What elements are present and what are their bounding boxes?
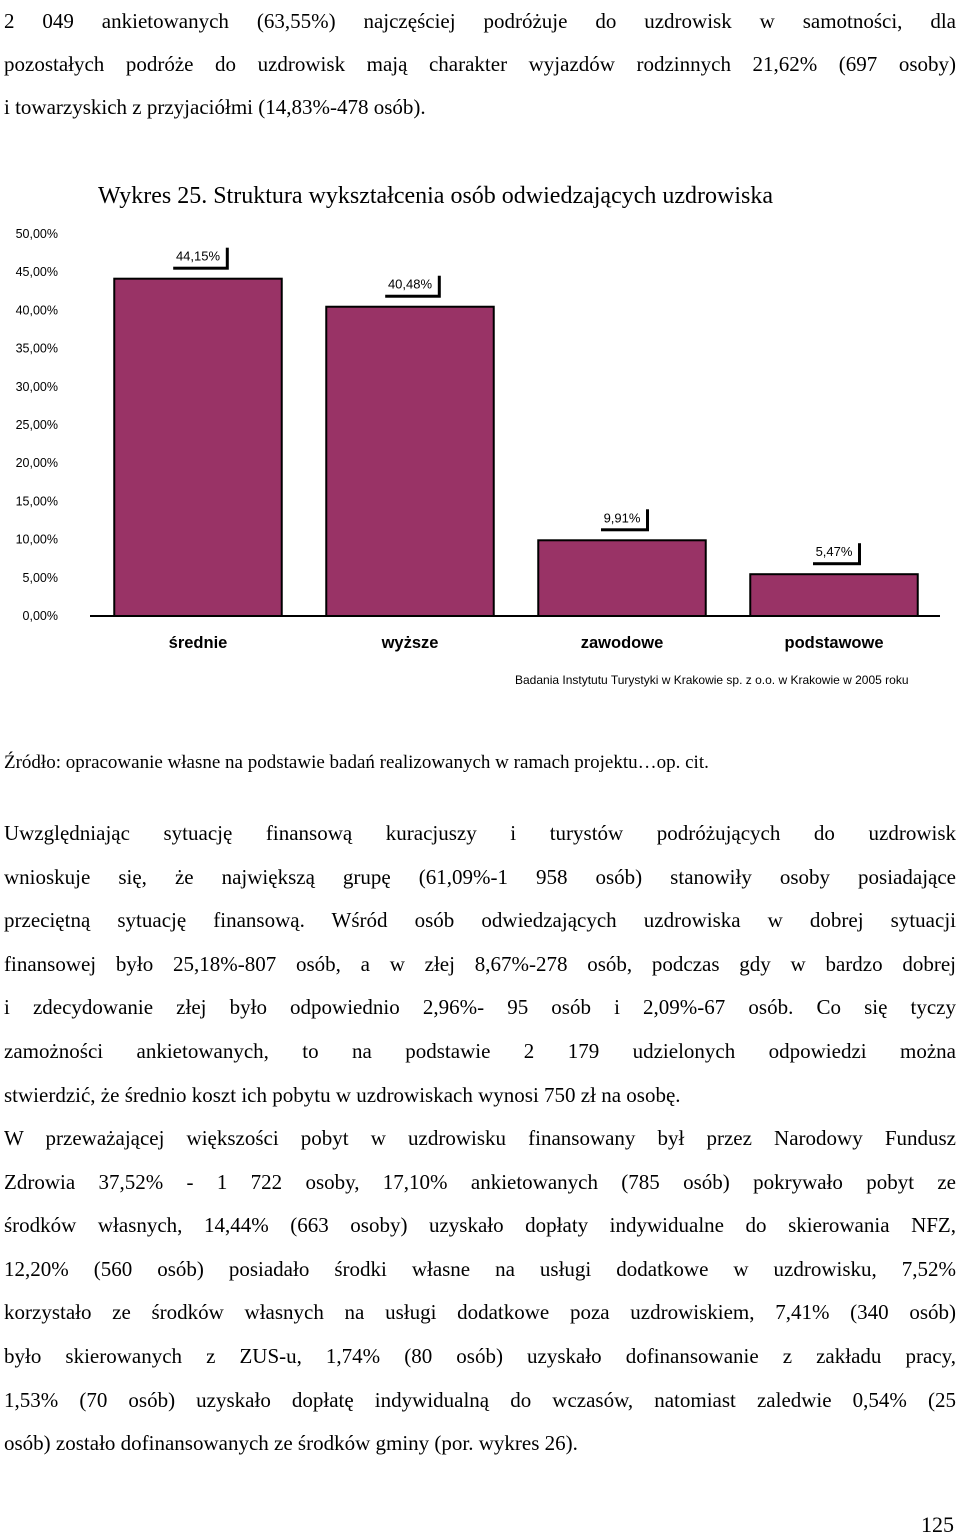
- y-tick-label: 40,00%: [15, 303, 58, 318]
- intro-line: pozostałych podróże do uzdrowisk mają charakter wyjazdów rodzinnych 21,62% (697 osoby): [4, 52, 956, 76]
- x-category-label: zawodowe: [580, 634, 664, 652]
- y-tick-label: 5,00%: [22, 570, 58, 585]
- paragraph-line: finansowej było 25,18%-807 osób, a w złej 8,67%-278 osób, podczas gdy w bardzo dobrej: [4, 951, 956, 976]
- y-tick-label: 0,00%: [22, 609, 58, 623]
- y-tick-label: 10,00%: [15, 532, 58, 547]
- paragraph-line: wnioskuje się, że największą grupę (61,09%-1 958 osób) stanowiły osoby posiadające: [4, 864, 956, 889]
- y-tick-label: 25,00%: [15, 418, 58, 432]
- paragraph-line: korzystało ze środków własnych na usługi dodatkowe poza uzdrowiskiem, 7,41% (340 osób): [4, 1300, 956, 1325]
- bars: [90, 276, 940, 616]
- x-axis-categories: [169, 634, 884, 652]
- y-tick-label: 35,00%: [15, 341, 58, 356]
- paragraph-line: Zdrowia 37,52% - 1 722 osoby, 17,10% ankietowanych (785 osób) pokrywało pobyt ze: [4, 1169, 956, 1194]
- bar: [114, 279, 281, 616]
- bar-chart: [0, 218, 960, 658]
- y-tick-label: 30,00%: [15, 379, 58, 394]
- y-tick-label: 15,00%: [15, 494, 58, 509]
- data-label: 44,15%: [175, 248, 221, 264]
- paragraph-line: przeciętną sytuację finansową. Wśród osób odwiedzających uzdrowiska w dobrej sytuacji: [4, 908, 956, 933]
- x-category-label: podstawowe: [784, 634, 884, 652]
- data-label: 40,48%: [387, 276, 433, 292]
- intro-paragraph: [4, 0, 956, 129]
- paragraph-line: środków własnych, 14,44% (663 osoby) uzyskało dopłaty indywidualne do skierowania NFZ,: [4, 1213, 956, 1238]
- paragraph-financial-situation: [4, 812, 956, 1117]
- paragraph-line: osób) zostało dofinansowanych ze środków gminy (por. wykres 26).: [4, 1431, 578, 1456]
- paragraph-line: W przeważającej większości pobyt w uzdrowisku finansowany był przez Narodowy Fundusz: [4, 1126, 956, 1150]
- y-tick-label: 50,00%: [15, 227, 58, 241]
- figure-title: Wykres 25. Struktura wykształcenia osób odwiedzających uzdrowiska: [98, 183, 774, 209]
- paragraph-line: 12,20% (560 osób) posiadało środki własne na usługi dodatkowe w uzdrowisku, 7,52%: [4, 1256, 956, 1281]
- y-tick-label: 45,00%: [15, 265, 58, 280]
- y-axis-ticks: [16, 227, 58, 623]
- y-tick-label: 20,00%: [15, 456, 58, 471]
- paragraph-line: 1,53% (70 osób) uzyskało dopłatę indywidualną do wczasów, natomiast zaledwie 0,54% (25: [4, 1387, 956, 1412]
- paragraph-line: było skierowanych z ZUS-u, 1,74% (80 osób) uzyskało dofinansowanie z zakładu pracy,: [4, 1343, 956, 1368]
- bar: [538, 540, 705, 616]
- x-category-label: średnie: [168, 634, 228, 652]
- chart-source-note: Badania Instytutu Turystyki w Krakowie sp. z o.o. w Krakowie w 2005 roku: [515, 673, 909, 687]
- page-number: 125: [921, 1512, 954, 1537]
- figure-source: Źródło: opracowanie własne na podstawie badań realizowanych w ramach projektu…op. cit.: [4, 752, 709, 773]
- paragraph-line: i zdecydowanie złej było odpowiednio 2,96%- 95 osób i 2,09%-67 osób. Co się tyczy: [4, 995, 956, 1020]
- data-label: 9,91%: [603, 510, 641, 526]
- intro-line: 2 049 ankietowanych (63,55%) najczęściej podróżuje do uzdrowisk w samotności, dla: [4, 9, 956, 33]
- bar: [750, 574, 917, 616]
- paragraph-line: stwierdzić, że średnio koszt ich pobytu w uzdrowiskach wynosi 750 zł na osobę.: [4, 1082, 681, 1107]
- paragraph-financing: [4, 1117, 956, 1466]
- x-category-label: wyższe: [381, 634, 439, 652]
- paragraph-line: Uwzględniając sytuację finansową kuracjuszy i turystów podróżujących do uzdrowisk: [4, 821, 956, 845]
- intro-line: i towarzyskich z przyjaciółmi (14,83%-478 osób).: [4, 95, 426, 119]
- paragraph-line: zamożności ankietowanych, to na podstawie 2 179 udzielonych odpowiedzi można: [4, 1038, 956, 1063]
- bar: [326, 307, 493, 616]
- data-label: 5,47%: [815, 544, 853, 560]
